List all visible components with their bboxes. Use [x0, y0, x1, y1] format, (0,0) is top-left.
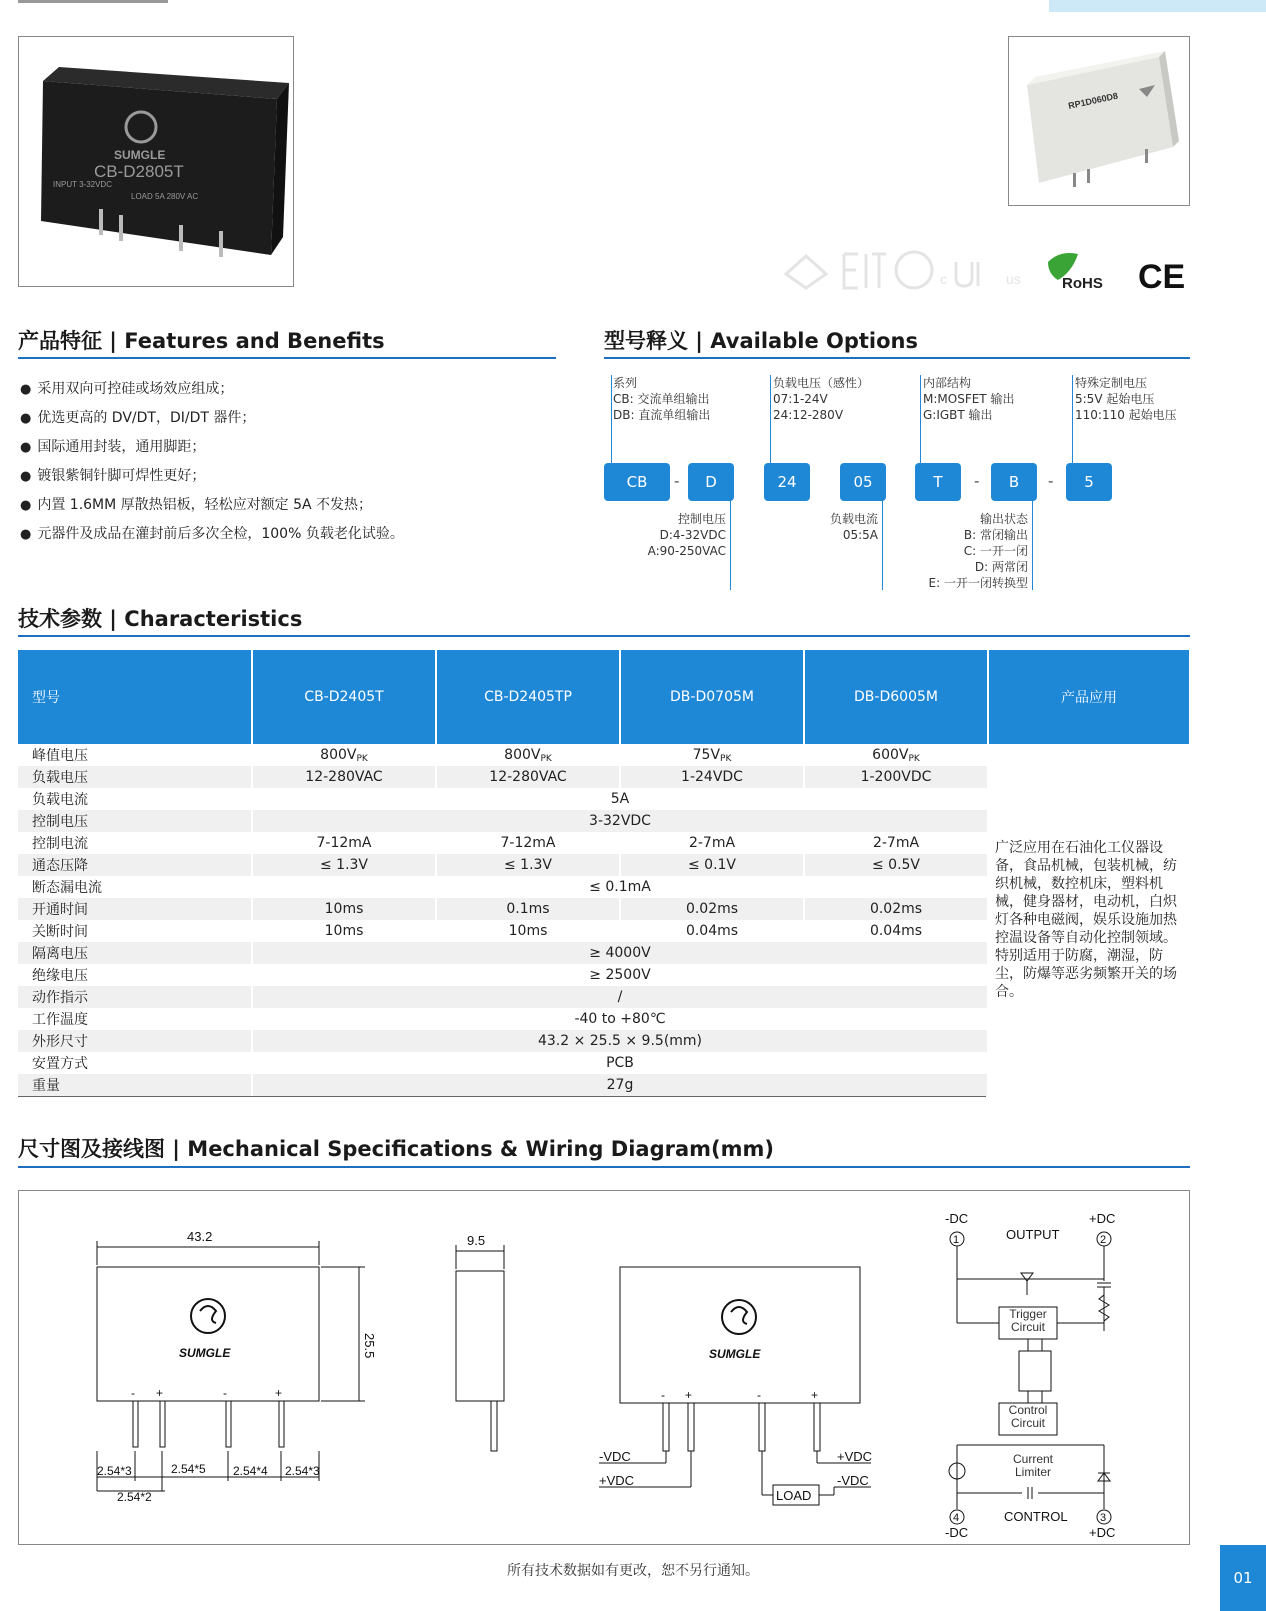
table-cell: 7-12mA: [252, 832, 436, 854]
option-dash: -: [674, 472, 680, 490]
option-connector: [1032, 500, 1033, 590]
option-box-control: D: [688, 463, 734, 501]
feature-item: ● 内置 1.6MM 厚散热铝板，轻松应对额定 5A 不发热；: [20, 491, 560, 520]
row-label: 安置方式: [18, 1052, 252, 1074]
peak-subscript: PK: [720, 753, 732, 764]
row-label: 动作指示: [18, 986, 252, 1008]
mechanical-title: 尺寸图及接线图 | Mechanical Specifications & Wiring Diagram(mm): [18, 1137, 774, 1161]
dim-length: 43.2: [187, 1229, 213, 1244]
schematic-pos-dc-bottom: +DC: [1089, 1525, 1116, 1540]
table-cell: 10ms: [252, 920, 436, 942]
photo-right-model: RP1D060D8: [1067, 90, 1119, 111]
option-box-special: 5: [1066, 463, 1112, 501]
option-dash: -: [974, 472, 980, 490]
product-photo-right: [1008, 36, 1190, 206]
diagram-brand: SUMGLE: [179, 1346, 231, 1360]
table-cell: 12-280VAC: [252, 766, 436, 788]
terminal-3: 3: [1100, 1512, 1107, 1524]
table-row: [18, 744, 1190, 766]
table-cell: 1-200VDC: [804, 766, 988, 788]
table-cell: ≤ 0.1V: [620, 854, 804, 876]
table-cell: 2-7mA: [804, 832, 988, 854]
table-cell: 7-12mA: [436, 832, 620, 854]
diagram-brand: SUMGLE: [709, 1347, 761, 1361]
options-title-rule: [604, 357, 1190, 359]
row-label: 重量: [18, 1074, 252, 1096]
table-cell: /: [252, 986, 988, 1008]
product-photo-left: [18, 36, 294, 287]
table-cell: 43.2 × 25.5 × 9.5(mm): [252, 1030, 988, 1052]
table-cell: 27g: [252, 1074, 988, 1096]
option-box-load-voltage: 24: [764, 463, 810, 501]
pin-neg: -: [757, 1388, 761, 1402]
schematic-neg-dc-bottom: -DC: [945, 1525, 969, 1540]
table-cell: 5A: [252, 788, 988, 810]
table-cell: 2-7mA: [620, 832, 804, 854]
svg-text:us: us: [1006, 271, 1021, 287]
mechanical-title-rule: [18, 1166, 1190, 1168]
svg-text:c: c: [940, 271, 947, 287]
row-label: 开通时间: [18, 898, 252, 920]
schematic-control: CONTROL: [1004, 1509, 1068, 1524]
row-label: 断态漏电流: [18, 876, 252, 898]
terminal-1: 1: [953, 1234, 960, 1246]
pin-neg: -: [131, 1386, 135, 1400]
row-label: 负载电流: [18, 788, 252, 810]
pin-pos: +: [275, 1386, 283, 1400]
feature-item: ● 元器件及成品在灌封前后多次全检，100% 负载老化试验。: [20, 520, 560, 549]
table-cell: 0.04ms: [620, 920, 804, 942]
option-structure-label: 内部结构 M:MOSFET 输出 G:IGBT 输出: [923, 376, 1015, 422]
feature-item: ● 采用双向可控硅或场效应组成；: [20, 375, 560, 404]
table-cell: 1-24VDC: [620, 766, 804, 788]
photo-model: CB-D2805T: [94, 162, 184, 181]
table-cell: ≤ 0.1mA: [252, 876, 988, 898]
table-cell: ≥ 4000V: [252, 942, 988, 964]
table-cell: ≤ 0.5V: [804, 854, 988, 876]
option-connector: [920, 375, 921, 465]
pin-pos: +: [156, 1386, 164, 1400]
option-box-output: B: [991, 463, 1037, 501]
wire-neg-vdc: -VDC: [599, 1449, 631, 1464]
wire-load: LOAD: [776, 1488, 812, 1503]
table-cell: ≥ 2500V: [252, 964, 988, 986]
feature-item: ● 优选更高的 DV/DT，DI/DT 器件；: [20, 404, 560, 433]
table-header-cell: 产品应用: [988, 650, 1190, 744]
option-box-series: CB: [604, 463, 670, 501]
terminal-2: 2: [1100, 1234, 1107, 1246]
table-cell: 10ms: [436, 920, 620, 942]
table-cell: 0.04ms: [804, 920, 988, 942]
table-header-cell: DB-D6005M: [804, 650, 988, 744]
option-special-label: 特殊定制电压 5:5V 起始电压 110:110 起始电压: [1075, 376, 1177, 422]
terminal-4: 4: [953, 1512, 960, 1524]
row-label: 控制电压: [18, 810, 252, 832]
row-label: 负载电压: [18, 766, 252, 788]
row-label: 外形尺寸: [18, 1030, 252, 1052]
page-number: 01: [1220, 1545, 1266, 1611]
row-label: 隔离电压: [18, 942, 252, 964]
ce-logo: CE: [1138, 258, 1186, 296]
peak-subscript: PK: [908, 753, 920, 764]
table-cell: 3-32VDC: [252, 810, 988, 832]
dim-pitch: 2.54*3: [285, 1464, 320, 1478]
rohs-logo: RoHS: [1062, 275, 1103, 292]
peak-subscript: PK: [540, 753, 552, 764]
table-cell: -40 to +80℃: [252, 1008, 988, 1030]
features-list: [20, 375, 560, 549]
peak-subscript: PK: [356, 753, 368, 764]
table-header-cell: DB-D0705M: [620, 650, 804, 744]
pin-neg: -: [661, 1388, 665, 1402]
feature-item: ● 国际通用封装，通用脚距；: [20, 433, 560, 462]
option-output-state-label: 输出状态 B: 常闭输出 C: 一开一闭 D: 两常闭 E: 一开一闭转换型: [928, 512, 1028, 590]
option-box-structure: T: [915, 463, 961, 501]
dim-pitch: 2.54*3: [97, 1464, 132, 1478]
schematic-pos-dc-top: +DC: [1089, 1211, 1116, 1226]
option-load-current-label: 负载电流 05:5A: [829, 512, 878, 542]
footer-note: 所有技术数据如有更改，恕不另行通知。: [507, 1563, 759, 1579]
pin-pos: +: [685, 1388, 693, 1402]
option-control-voltage-label: 控制电压 D:4-32VDC A:90-250VAC: [647, 512, 726, 558]
table-cell: ≤ 1.3V: [436, 854, 620, 876]
table-cell: 0.02ms: [620, 898, 804, 920]
table-header-cell: CB-D2405TP: [436, 650, 620, 744]
option-connector: [770, 375, 771, 465]
dim-height: 25.5: [362, 1333, 377, 1359]
option-load-voltage-label: 负载电压（感性） 07:1-24V 24:12-280V: [773, 376, 870, 422]
row-label: 通态压降: [18, 854, 252, 876]
schematic-output: OUTPUT: [1006, 1227, 1060, 1242]
dim-pitch: 2.54*2: [117, 1490, 152, 1504]
table-cell: $600V_{PK}$: [804, 744, 988, 766]
header-rule: [18, 0, 168, 3]
dim-width: 9.5: [467, 1233, 486, 1248]
header-accent-bar: [1049, 0, 1266, 12]
pin-pos: +: [811, 1388, 819, 1402]
schematic-neg-dc-top: -DC: [945, 1211, 969, 1226]
certification-logos: [780, 248, 1190, 298]
photo-load: LOAD 5A 280V AC: [131, 192, 199, 201]
option-dash: -: [1048, 472, 1054, 490]
row-label: 工作温度: [18, 1008, 252, 1030]
features-title: 产品特征 | Features and Benefits: [18, 329, 385, 353]
table-cell: 0.02ms: [804, 898, 988, 920]
dim-pitch: 2.54*5: [171, 1462, 206, 1476]
option-connector: [611, 375, 612, 465]
dim-pitch: 2.54*4: [233, 1464, 268, 1478]
application-cell: 广泛应用在石油化工仪器设备，食品机械，包装机械，纺织机械，数控机床，塑料机械，健身器材，电动机，白炽灯各种电磁阀，娱乐设施加热控温设备等自动化控制领域。特别适用于防腐，潮湿，防尘，防爆等恶劣频繁开关的场合。: [988, 744, 1190, 1096]
table-cell: $800V_{PK}$: [436, 744, 620, 766]
current-limiter: Current Limiter: [1001, 1453, 1065, 1479]
trigger-circuit: Trigger Circuit: [1009, 1308, 1047, 1334]
row-label: 绝缘电压: [18, 964, 252, 986]
photo-input: INPUT 3-32VDC: [53, 180, 112, 189]
feature-item: ● 镀银紫铜针脚可焊性更好；: [20, 462, 560, 491]
table-header-cell: 型号: [18, 650, 252, 744]
table-cell: ≤ 1.3V: [252, 854, 436, 876]
option-box-load-current: 05: [840, 463, 886, 501]
wire-neg-vdc-right: -VDC: [837, 1473, 869, 1488]
options-title: 型号释义 | Available Options: [604, 329, 919, 353]
characteristics-title: 技术参数 | Characteristics: [18, 607, 303, 631]
table-bottom-rule: [18, 1096, 986, 1097]
wire-pos-vdc-right: +VDC: [837, 1449, 873, 1464]
pin-neg: -: [223, 1386, 227, 1400]
row-label: 峰值电压: [18, 744, 252, 766]
characteristics-title-rule: [18, 635, 1190, 637]
wire-pos-vdc: +VDC: [599, 1473, 635, 1488]
photo-brand: SUMGLE: [114, 148, 166, 162]
option-connector: [1072, 375, 1073, 465]
table-header-cell: CB-D2405T: [252, 650, 436, 744]
control-circuit: Control Circuit: [1008, 1404, 1048, 1430]
characteristics-table: [18, 650, 1190, 1096]
table-cell: 0.1ms: [436, 898, 620, 920]
row-label: 控制电流: [18, 832, 252, 854]
mechanical-diagram-panel: [18, 1190, 1190, 1545]
table-cell: $800V_{PK}$: [252, 744, 436, 766]
table-cell: PCB: [252, 1052, 988, 1074]
table-cell: 10ms: [252, 898, 436, 920]
features-title-rule: [18, 357, 556, 359]
table-cell: 12-280VAC: [436, 766, 620, 788]
row-label: 关断时间: [18, 920, 252, 942]
option-connector: [730, 500, 731, 590]
option-series-label: 系列 CB: 交流单组输出 DB: 直流单组输出: [613, 376, 711, 422]
table-cell: $75V_{PK}$: [620, 744, 804, 766]
